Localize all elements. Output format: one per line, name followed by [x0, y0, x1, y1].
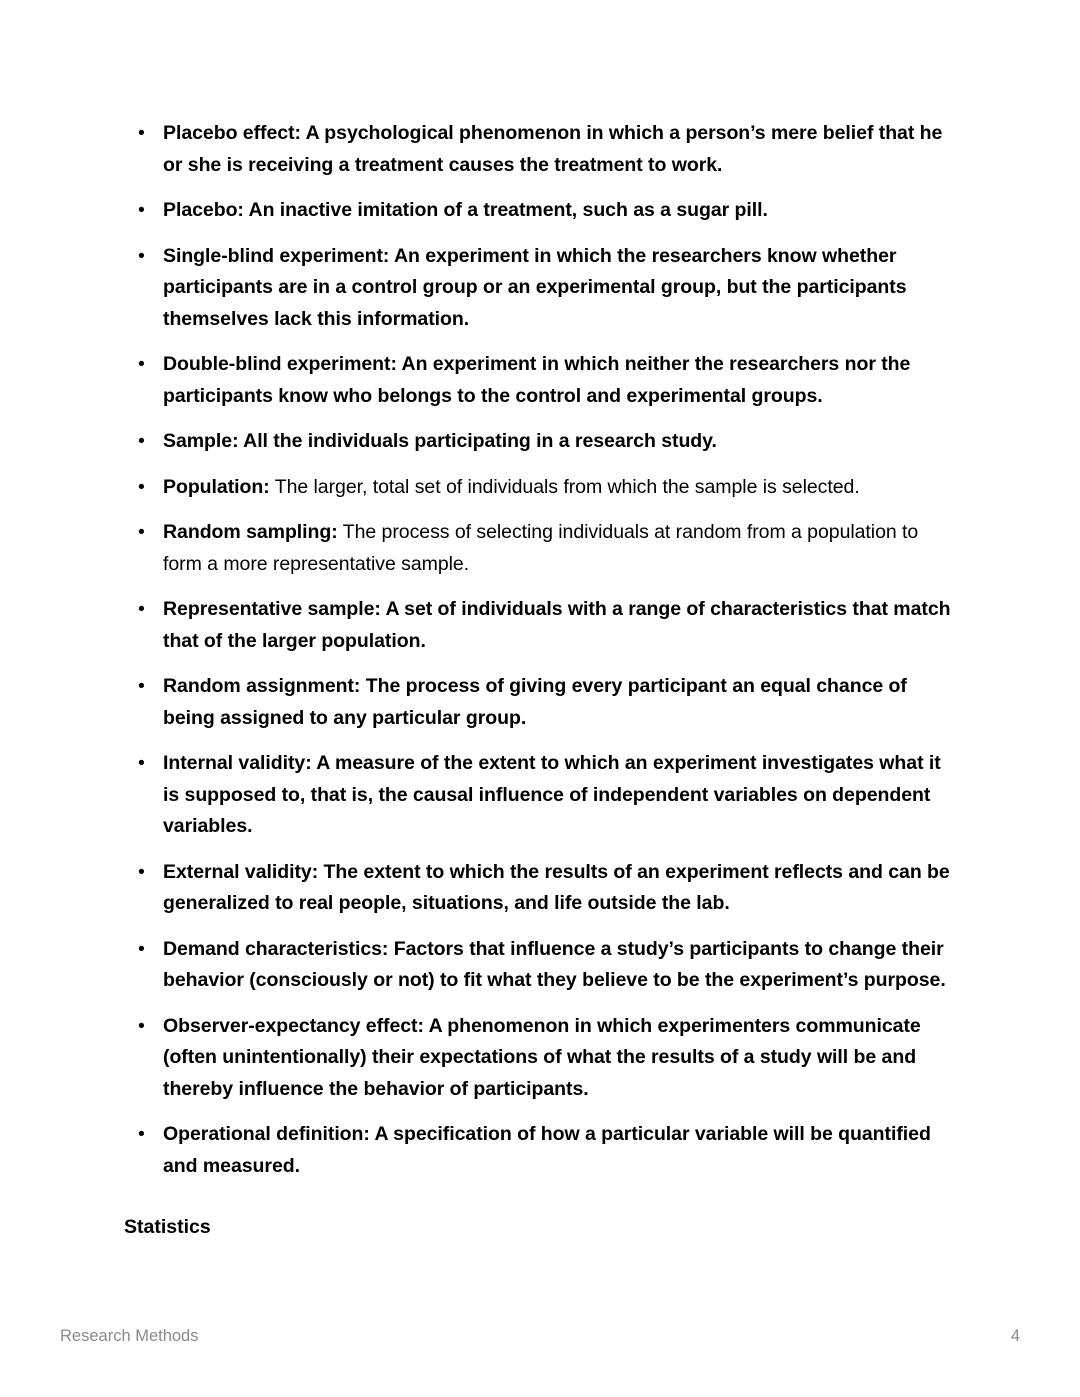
glossary-definition: The larger, total set of individuals from which the sample is selected. — [269, 475, 860, 498]
glossary-term: Placebo: — [163, 199, 244, 221]
glossary-term: Random sampling: — [163, 521, 338, 543]
page-footer — [60, 1325, 1020, 1347]
glossary-term: Representative sample: — [163, 598, 381, 620]
glossary-definition: A measure of the extent to which an experiment investigates what it is supposed to, that is, the causal influence of independent variables on dependent variables. — [163, 752, 941, 837]
glossary-term: Observer-expectancy effect: — [163, 1014, 424, 1037]
glossary-definition: The process of giving every participant an equal chance of being assigned to any particular group. — [163, 675, 907, 729]
glossary-definition: A specification of how a particular variable will be quantified and measured. — [163, 1123, 931, 1177]
bullet-icon: • — [138, 244, 145, 267]
glossary-list — [124, 118, 952, 1182]
glossary-definition: All the individuals participating in a research study. — [238, 430, 717, 452]
glossary-item — [124, 472, 952, 504]
footer-document-title: Research Methods — [60, 1327, 199, 1345]
glossary-item — [124, 934, 952, 997]
glossary-item — [124, 118, 952, 181]
bullet-icon: • — [138, 860, 145, 883]
glossary-term: Operational definition: — [163, 1123, 370, 1145]
glossary-term: Random assignment: — [163, 675, 361, 697]
glossary-item — [124, 195, 952, 227]
bullet-icon: • — [138, 675, 145, 697]
bullet-icon: • — [138, 1123, 145, 1145]
glossary-definition: A phenomenon in which experimenters communicate (often unintentionally) their expectations of what the results of a study will be and thereby influence the behavior of participants. — [163, 1014, 921, 1100]
glossary-definition: An experiment in which the researchers know whether participants are in a control group or an experimental group, but the participants themselves lack this information. — [163, 244, 907, 330]
page-content — [124, 118, 952, 1244]
section-heading-statistics: Statistics — [124, 1216, 211, 1238]
glossary-term: Placebo effect: — [163, 122, 301, 144]
glossary-term: Internal validity: — [163, 752, 312, 774]
bullet-icon: • — [138, 199, 145, 221]
glossary-definition: The process of selecting individuals at random from a population to form a more representative sample. — [163, 521, 919, 575]
glossary-item — [124, 1119, 952, 1182]
glossary-definition: An experiment in which neither the researchers nor the participants know who belongs to the control and experimental groups. — [163, 353, 911, 407]
glossary-item — [124, 517, 952, 580]
glossary-item — [124, 857, 952, 920]
bullet-icon: • — [138, 353, 145, 375]
glossary-term: Demand characteristics: — [163, 937, 389, 960]
glossary-item — [124, 748, 952, 843]
glossary-definition: A psychological phenomenon in which a person’s mere belief that he or she is receiving a treatment causes the treatment to work. — [163, 122, 943, 176]
glossary-item — [124, 671, 952, 734]
glossary-item — [124, 349, 952, 412]
bullet-icon: • — [138, 122, 145, 144]
glossary-term: Population: — [163, 475, 270, 498]
bullet-icon: • — [138, 521, 145, 543]
glossary-definition: The extent to which the results of an experiment reflects and can be generalized to real people, situations, and life outside the lab. — [163, 860, 950, 914]
bullet-icon: • — [138, 1014, 145, 1037]
glossary-item — [124, 241, 952, 336]
glossary-term: External validity: — [163, 860, 319, 883]
glossary-item — [124, 594, 952, 657]
glossary-item — [124, 1011, 952, 1106]
glossary-definition: Factors that influence a study’s participants to change their behavior (consciously or not) to fit what they believe to be the experiment’s purpose. — [163, 937, 946, 991]
glossary-term: Sample: — [163, 430, 239, 452]
glossary-term: Double-blind experiment: — [163, 353, 397, 375]
footer-page-number: 4 — [1010, 1327, 1020, 1345]
glossary-term: Single-blind experiment: — [163, 244, 390, 267]
bullet-icon: • — [138, 430, 145, 452]
bullet-icon: • — [138, 475, 145, 498]
bullet-icon: • — [138, 937, 145, 960]
bullet-icon: • — [138, 752, 145, 774]
glossary-definition: A set of individuals with a range of characteristics that match that of the larger population. — [163, 598, 951, 652]
glossary-item — [124, 426, 952, 458]
bullet-icon: • — [138, 598, 145, 620]
glossary-definition: An inactive imitation of a treatment, such as a sugar pill. — [243, 199, 768, 221]
